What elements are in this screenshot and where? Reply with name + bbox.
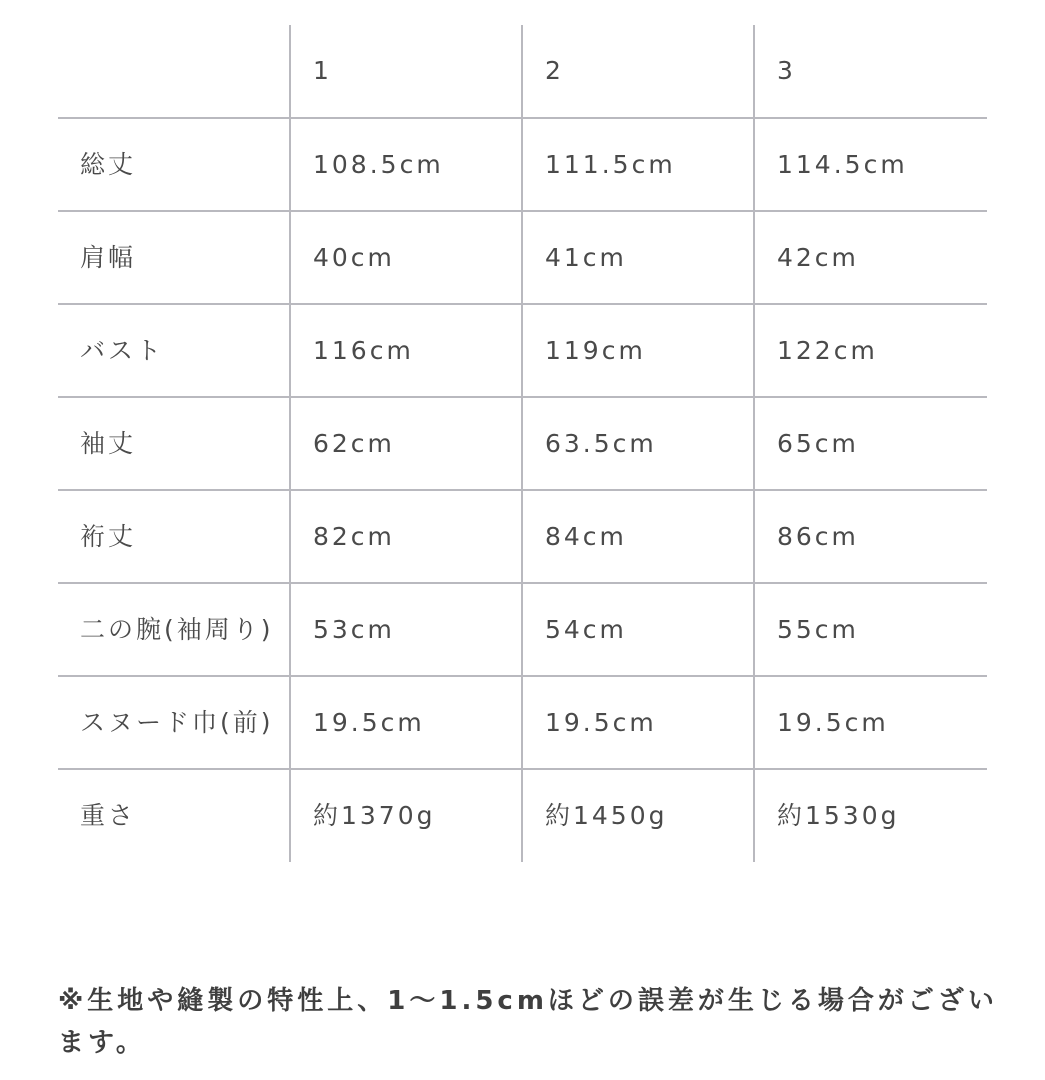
value-cell: 86cm [754,490,987,583]
value-cell: 19.5cm [522,676,754,769]
measurement-note: ※生地や縫製の特性上、1〜1.5cmほどの誤差が生じる場合がございます。 [58,986,998,1058]
value-cell: 42cm [754,211,987,304]
value-cell: 114.5cm [754,118,987,211]
row-label: 二の腕(袖周り) [58,583,290,676]
header-cell-size-3: 3 [754,25,987,118]
value-cell: 65cm [754,397,987,490]
row-label: スヌード巾(前) [58,676,290,769]
value-cell: 62cm [290,397,522,490]
table-row [58,397,987,490]
value-cell: 84cm [522,490,754,583]
value-cell: 63.5cm [522,397,754,490]
value-cell: 41cm [522,211,754,304]
value-cell: 約1370g [290,769,522,862]
table-row [58,583,987,676]
value-cell: 122cm [754,304,987,397]
value-cell: 55cm [754,583,987,676]
header-cell-size-2: 2 [522,25,754,118]
table-row [58,211,987,304]
row-label: 肩幅 [58,211,290,304]
table-row [58,676,987,769]
row-label: 総丈 [58,118,290,211]
value-cell: 108.5cm [290,118,522,211]
header-cell-empty [58,25,290,118]
value-cell: 82cm [290,490,522,583]
value-cell: 19.5cm [290,676,522,769]
value-cell: 53cm [290,583,522,676]
row-label: 裄丈 [58,490,290,583]
row-label: バスト [58,304,290,397]
value-cell: 116cm [290,304,522,397]
value-cell: 約1530g [754,769,987,862]
table-row [58,769,987,862]
value-cell: 40cm [290,211,522,304]
value-cell: 19.5cm [754,676,987,769]
table-row [58,304,987,397]
header-cell-size-1: 1 [290,25,522,118]
table-header-row [58,25,987,118]
value-cell: 約1450g [522,769,754,862]
row-label: 袖丈 [58,397,290,490]
value-cell: 111.5cm [522,118,754,211]
value-cell: 119cm [522,304,754,397]
row-label: 重さ [58,769,290,862]
value-cell: 54cm [522,583,754,676]
table-row [58,118,987,211]
size-chart-table [58,25,987,862]
table-row [58,490,987,583]
